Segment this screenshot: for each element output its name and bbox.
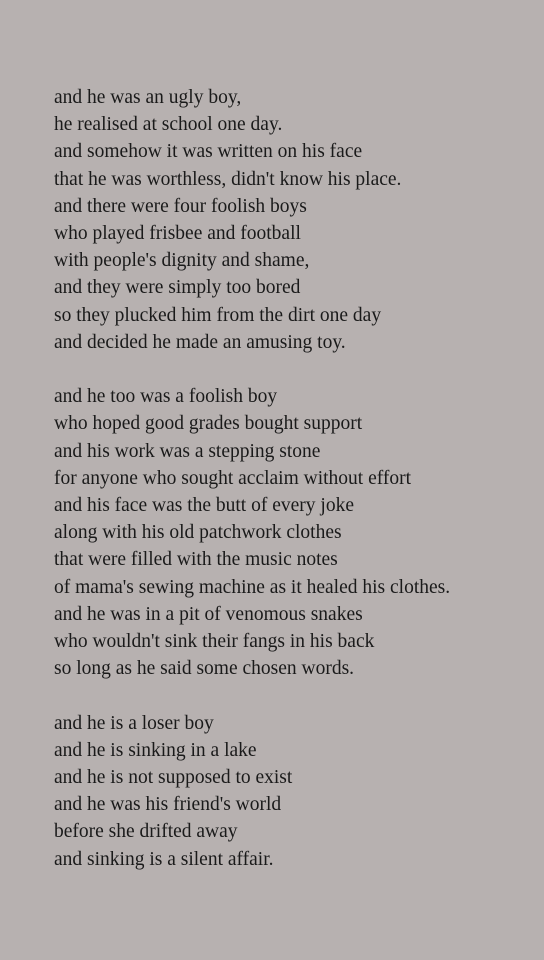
- poem-line: for anyone who sought acclaim without effort: [54, 467, 412, 489]
- poem-line: that were filled with the music notes: [54, 549, 338, 571]
- stanza-2: [54, 383, 534, 682]
- poem-line: who hoped good grades bought support: [54, 413, 363, 435]
- poem-line: and he is sinking in a lake: [54, 739, 257, 761]
- poem-line: and decided he made an amusing toy.: [54, 331, 346, 353]
- poem-line: and his work was a stepping stone: [54, 440, 321, 462]
- poem-line: along with his old patchwork clothes: [54, 522, 342, 544]
- poem-line: and his face was the butt of every joke: [54, 495, 354, 517]
- poem-line: and he was his friend's world: [54, 794, 282, 816]
- poem-line: before she drifted away: [54, 821, 238, 843]
- poem-line: who wouldn't sink their fangs in his back: [54, 631, 375, 653]
- poem-line: and he is not supposed to exist: [54, 767, 293, 789]
- stanza-1: [54, 84, 534, 356]
- poem-line: so long as he said some chosen words.: [54, 658, 355, 680]
- poem-line: so they plucked him from the dirt one day: [54, 304, 382, 326]
- poem-line: and sinking is a silent affair.: [54, 848, 274, 870]
- poem-line: who played frisbee and football: [54, 223, 301, 245]
- poem-line: and he was an ugly boy,: [54, 87, 242, 108]
- poem-line: and there were four foolish boys: [54, 195, 307, 217]
- poem-line: that he was worthless, didn't know his place.: [54, 168, 402, 190]
- poem-text: [54, 84, 534, 873]
- poem-line: of mama's sewing machine as it healed his clothes.: [54, 576, 451, 598]
- poem-line: and somehow it was written on his face: [54, 141, 363, 163]
- stanza-3: [54, 710, 534, 873]
- poem-line: and he too was a foolish boy: [54, 386, 278, 408]
- poem-line: and they were simply too bored: [54, 277, 301, 299]
- poem-line: he realised at school one day.: [54, 114, 283, 136]
- poem-line: with people's dignity and shame,: [54, 250, 310, 272]
- poem-line: and he is a loser boy: [54, 712, 214, 734]
- poem-line: and he was in a pit of venomous snakes: [54, 603, 363, 625]
